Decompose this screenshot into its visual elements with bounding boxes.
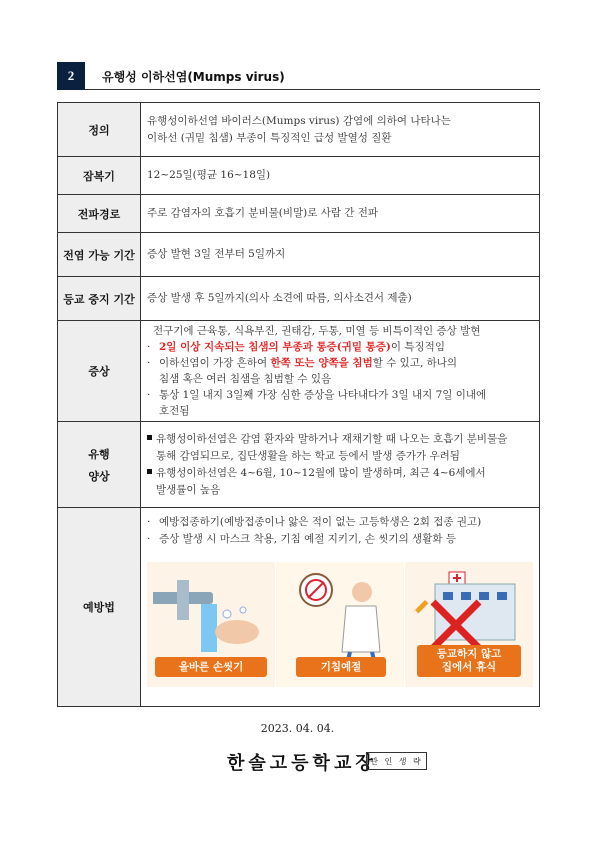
value-symptoms — [141, 321, 540, 422]
cough-panel — [276, 562, 404, 687]
epidemic-para-1 — [147, 431, 533, 465]
section-title: 유행성 이하선염(Mumps virus) — [102, 70, 285, 84]
symptom-bullet-1: · 2일 이상 지속되는 침샘의 부종과 통증(귀밑 통증)이 특징적임 — [147, 341, 445, 353]
caption-stay-home-1: 등교하지 않고 — [436, 648, 502, 660]
epidemic-para-2 — [147, 465, 533, 499]
label-epidemic-2: 양상 — [88, 469, 110, 483]
prevention-illustration — [147, 562, 533, 687]
prevention-1: 예방접종하기(예방접종이나 앓은 적이 없는 고등학생은 2회 접종 권고) — [159, 516, 482, 528]
seal-omitted-box: 관 인 생 략 — [366, 752, 427, 770]
symptom-2-text-c: 침샘 혹은 여러 침샘을 침범할 수 있음 — [159, 373, 332, 385]
symptom-bullet-3: · 통상 1일 내지 3일째 가장 심한 증상을 나타내다가 3일 내지 7일 이내에 호전됨 — [147, 389, 487, 417]
caption-cough: 기침예절 — [296, 657, 386, 677]
value-transmission: 주로 감염자의 호흡기 분비물(비말)로 사람 간 전파 — [141, 195, 540, 233]
disease-info-table — [57, 102, 540, 707]
row-epidemic — [58, 422, 540, 508]
label-epidemic-1: 유행 — [88, 447, 110, 461]
epidemic-2b: 발생률이 높음 — [156, 483, 221, 496]
value-contagious: 증상 발현 3일 전부터 5일까지 — [141, 233, 540, 277]
row-contagious — [58, 233, 540, 277]
prevention-bullet-1: · 예방접종하기(예방접종이나 앓은 적이 없는 고등학생은 2회 접종 권고) — [147, 514, 533, 531]
section-header — [57, 62, 540, 90]
symptom-3-text-b: 호전됨 — [159, 405, 190, 417]
label-absence: 등교 중지 기간 — [58, 277, 141, 321]
row-transmission — [58, 195, 540, 233]
square-bullet-icon — [147, 469, 152, 474]
symptom-3-text-a: 통상 1일 내지 3일째 가장 심한 증상을 나타내다가 3일 내지 7일 이내에 — [159, 389, 487, 401]
symptom-1-highlight: 2일 이상 지속되는 침샘의 부종과 통증(귀밑 통증) — [159, 341, 391, 353]
row-incubation — [58, 157, 540, 195]
value-definition — [141, 103, 540, 157]
stay-home-panel — [405, 562, 533, 687]
row-symptoms — [58, 321, 540, 422]
symptom-1-text: 이 특징적임 — [390, 341, 445, 353]
handwashing-panel — [147, 562, 275, 687]
row-prevention — [58, 508, 540, 707]
caption-handwashing: 올바른 손씻기 — [155, 657, 267, 677]
label-transmission: 전파경로 — [58, 195, 141, 233]
symptom-2-text-b: 할 수 있고, 하나의 — [372, 357, 458, 369]
symptoms-intro: 전구기에 근육통, 식욕부진, 권태감, 두통, 미열 등 비특이적인 증상 발현 — [153, 325, 481, 337]
epidemic-2a: 유행성이하선염은 4~6월, 10~12월에 많이 발생하며, 최근 4~6세에서 — [156, 466, 486, 479]
value-prevention — [141, 508, 540, 707]
value-absence: 증상 발생 후 5일까지(의사 소견에 따름, 의사소견서 제출) — [141, 277, 540, 321]
definition-line-2: 이하선 (귀밑 침샘) 부종이 특징적인 급성 발열성 질환 — [147, 131, 392, 144]
epidemic-1b: 통해 감염되므로, 집단생활을 하는 학교 등에서 발생 증가가 우려됨 — [156, 449, 460, 462]
label-definition: 정의 — [58, 103, 141, 157]
caption-stay-home-2: 집에서 휴식 — [441, 661, 497, 673]
caption-stay-home — [417, 645, 521, 677]
label-symptoms: 증상 — [58, 321, 141, 422]
value-incubation: 12~25일(평균 16~18일) — [141, 157, 540, 195]
row-definition — [58, 103, 540, 157]
symptom-2-text-a: 이하선염이 가장 흔하여 — [159, 357, 271, 369]
header-underline — [85, 89, 540, 90]
square-bullet-icon — [147, 435, 152, 440]
document-date: 2023. 04. 04. — [260, 722, 335, 735]
prevention-2: 증상 발생 시 마스크 착용, 기침 예절 지키기, 손 씻기의 생활화 등 — [159, 533, 456, 545]
issuer-name: 한솔고등학교장 — [227, 753, 377, 774]
label-incubation: 잠복기 — [58, 157, 141, 195]
section-number: 2 — [57, 62, 85, 90]
value-epidemic — [141, 422, 540, 508]
symptom-2-highlight: 한쪽 또는 양쪽을 침범 — [270, 357, 373, 369]
label-epidemic — [58, 422, 141, 508]
row-absence — [58, 277, 540, 321]
definition-line-1: 유행성이하선염 바이러스(Mumps virus) 감염에 의하여 나타나는 — [147, 114, 451, 127]
label-prevention: 예방법 — [58, 508, 141, 707]
symptom-bullet-2: · 이하선염이 가장 흔하여 한쪽 또는 양쪽을 침범할 수 있고, 하나의 침샘 혹은 여러 침샘을 침범할 수 있음 — [147, 357, 458, 385]
epidemic-1a: 유행성이하선염은 감염 환자와 말하거나 재채기할 때 나오는 호흡기 분비물을 — [156, 432, 508, 445]
prevention-bullet-2: · 증상 발생 시 마스크 착용, 기침 예절 지키기, 손 씻기의 생활화 등 — [147, 531, 533, 548]
label-contagious: 전염 가능 기간 — [58, 233, 141, 277]
